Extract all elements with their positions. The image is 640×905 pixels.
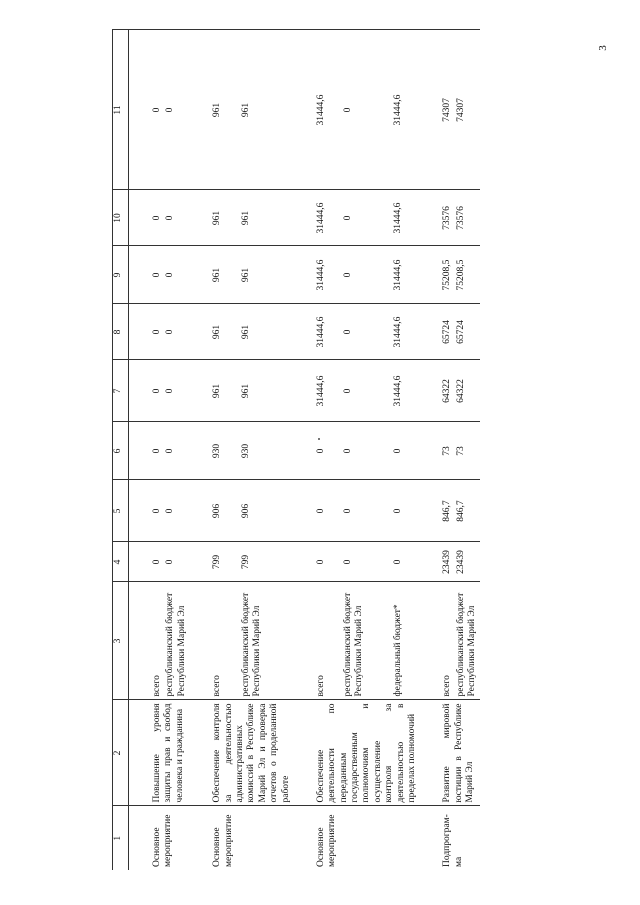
rotated-table-wrapper xyxy=(112,30,640,870)
group-spacer xyxy=(293,30,315,870)
group-spacer xyxy=(419,30,441,870)
header-col-1: 1 xyxy=(113,806,129,870)
row-type: Основное мероприятие xyxy=(315,806,420,870)
value-cell: 73 xyxy=(455,422,480,480)
table-row xyxy=(151,30,164,870)
value-cell: 0 xyxy=(342,480,392,542)
value-cell: 73576 xyxy=(455,190,480,246)
budget-table xyxy=(112,30,480,871)
header-col-7: 7 xyxy=(113,360,129,422)
row-type: Подпрограм-ма xyxy=(441,806,479,870)
value-cell: 0 xyxy=(151,246,164,304)
value-cell: 961 xyxy=(211,30,240,190)
value-cell: 0 xyxy=(315,422,342,480)
group-spacer xyxy=(189,30,211,870)
group-spacer xyxy=(129,30,152,870)
table-row xyxy=(441,30,454,870)
value-cell: 0 xyxy=(342,422,392,480)
value-cell: 0 xyxy=(315,480,342,542)
value-cell: 0 xyxy=(151,360,164,422)
value-cell: 0 xyxy=(392,422,419,480)
row-title: Развитие мировой юстиции в Республике Марий Эл xyxy=(441,700,479,806)
funding-source: республиканский бюджет Республики Марий Эл xyxy=(164,582,189,700)
value-cell: 0 xyxy=(151,30,164,190)
funding-source: республиканский бюджет Республики Марий Эл xyxy=(455,582,480,700)
value-cell: 0 xyxy=(164,480,189,542)
value-cell: 930 xyxy=(211,422,240,480)
table-row xyxy=(211,30,240,870)
funding-source: всего xyxy=(441,582,454,700)
value-cell: 64322 xyxy=(441,360,454,422)
value-cell: 31444,6 xyxy=(315,30,342,190)
value-cell: 961 xyxy=(240,30,293,190)
funding-source: всего xyxy=(211,582,240,700)
value-cell: 73 xyxy=(441,422,454,480)
value-cell: 0 xyxy=(392,542,419,582)
value-cell: 846,7 xyxy=(455,480,480,542)
value-cell: 961 xyxy=(211,246,240,304)
value-cell: 961 xyxy=(211,304,240,360)
header-col-8: 8 xyxy=(113,304,129,360)
value-cell: 0 xyxy=(315,542,342,582)
value-cell: 906 xyxy=(211,480,240,542)
value-cell: 31444,6 xyxy=(315,360,342,422)
header-col-9: 9 xyxy=(113,246,129,304)
header-col-6: 6 xyxy=(113,422,129,480)
value-cell: 0 xyxy=(164,190,189,246)
value-cell: 0 xyxy=(164,304,189,360)
value-cell: 31444,6 xyxy=(315,304,342,360)
funding-source: всего xyxy=(151,582,164,700)
value-cell: 31444,6 xyxy=(392,30,419,190)
value-cell: 961 xyxy=(211,190,240,246)
value-cell: 0 xyxy=(151,304,164,360)
table-body xyxy=(129,30,480,870)
value-cell: 74307 xyxy=(441,30,454,190)
value-cell: 961 xyxy=(240,304,293,360)
value-cell: 846,7 xyxy=(441,480,454,542)
row-title: Обеспечение деятельности по переданным государственным полномочиям и осуществление контроля за деятельностью в пределах полномочий xyxy=(315,700,420,806)
value-cell: 930 xyxy=(240,422,293,480)
table-row xyxy=(315,30,342,870)
value-cell: 31444,6 xyxy=(392,304,419,360)
funding-source: всего xyxy=(315,582,342,700)
value-cell: 0 xyxy=(151,480,164,542)
value-cell: 31444,6 xyxy=(392,360,419,422)
value-cell: 0 xyxy=(342,360,392,422)
funding-source: федеральный бюджет* xyxy=(392,582,419,700)
value-cell: 961 xyxy=(240,190,293,246)
value-cell: 75208,5 xyxy=(455,246,480,304)
value-cell: 0 xyxy=(164,30,189,190)
value-cell: 31444,6 xyxy=(315,246,342,304)
header-col-10: 10 xyxy=(113,190,129,246)
value-cell: 0 xyxy=(342,190,392,246)
row-type: Основное мероприятие xyxy=(211,806,293,870)
value-cell: 0 xyxy=(164,542,189,582)
value-cell: 65724 xyxy=(455,304,480,360)
value-cell: 799 xyxy=(211,542,240,582)
value-cell: 0 xyxy=(164,246,189,304)
value-cell: 799 xyxy=(240,542,293,582)
value-cell: 73576 xyxy=(441,190,454,246)
page-number: 3 xyxy=(596,45,609,51)
value-cell: 0 xyxy=(151,422,164,480)
value-cell: 23439 xyxy=(441,542,454,582)
row-type: Основное мероприятие xyxy=(151,806,189,870)
value-cell: 31444,6 xyxy=(392,246,419,304)
value-cell: 0 xyxy=(151,190,164,246)
header-row xyxy=(113,30,129,870)
header-col-2: 2 xyxy=(113,700,129,806)
value-cell: 74307 xyxy=(455,30,480,190)
value-cell: 906 xyxy=(240,480,293,542)
header-col-5: 5 xyxy=(113,480,129,542)
value-cell: 961 xyxy=(240,246,293,304)
value-cell: 23439 xyxy=(455,542,480,582)
value-cell: 961 xyxy=(240,360,293,422)
header-col-11: 11 xyxy=(113,30,129,190)
value-cell: 0 xyxy=(342,246,392,304)
row-title: Повышение уровня защиты прав и свобод человека и гражданина xyxy=(151,700,189,806)
value-cell: 0 xyxy=(164,422,189,480)
funding-source: республиканский бюджет Республики Марий Эл xyxy=(240,582,293,700)
value-cell: 64322 xyxy=(455,360,480,422)
value-cell: 0 xyxy=(342,542,392,582)
value-cell: 65724 xyxy=(441,304,454,360)
value-cell: 961 xyxy=(211,360,240,422)
value-cell: 31444,6 xyxy=(392,190,419,246)
value-cell: 75208,5 xyxy=(441,246,454,304)
table-header xyxy=(113,30,129,870)
funding-source: республиканский бюджет Республики Марий Эл xyxy=(342,582,392,700)
value-cell: 0 xyxy=(151,542,164,582)
header-col-4: 4 xyxy=(113,542,129,582)
value-cell: 0 xyxy=(342,30,392,190)
header-col-3: 3 xyxy=(113,582,129,700)
row-title: Обеспечение контроля за деятельностью административных комиссий в Республике Марий Эл и проверка отчетов о проделанной работе xyxy=(211,700,293,806)
value-cell: 0 xyxy=(392,480,419,542)
value-cell: 31444,6 xyxy=(315,190,342,246)
value-cell: 0 xyxy=(342,304,392,360)
value-cell: 0 xyxy=(164,360,189,422)
